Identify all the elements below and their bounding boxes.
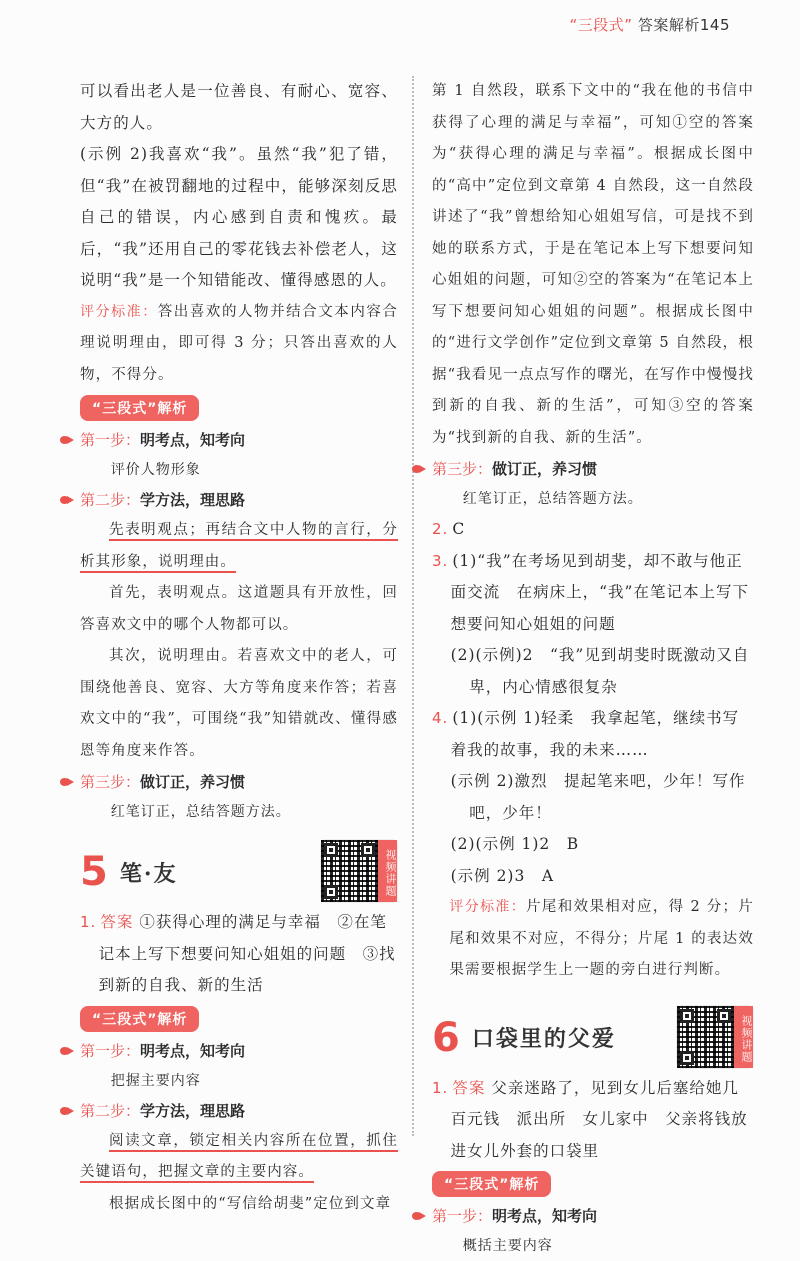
explanation-paragraph: 首先，表明观点。这道题具有开放性，回答喜欢文中的哪个人物都可以。: [80, 585, 398, 633]
pointer-icon: [412, 465, 426, 473]
method-text: 先表明观点；再结合文中人物的言行，分析其形象，说明理由。: [80, 522, 398, 570]
right-column: [432, 76, 754, 1261]
step-1: 第一步：明考点，知考向: [80, 1036, 398, 1066]
question-3-answer: 3. (1)“我”在考场见到胡斐，却不敢与他正面交流 在病床上，“我”在笔记本上写下想要问知心姐姐的问题: [432, 551, 749, 633]
step-1: 第一步：明考点，知考向: [432, 1201, 754, 1231]
header-title: 答案解析: [637, 16, 700, 34]
step-body: 把握主要内容: [110, 1072, 201, 1089]
qr-label: 视频讲题: [734, 1006, 753, 1068]
step-1: 第一步：明考点，知考向: [80, 425, 398, 455]
question-1-answer: 1. 答案 父亲迷路了，见到女儿后塞给她几百元钱 派出所 女儿家中 父亲将钱放进女儿外套的口袋里: [432, 1078, 748, 1160]
section-number: 5: [80, 849, 108, 895]
pointer-icon: [60, 436, 74, 444]
step-body: 红笔订正，总结答题方法。: [110, 804, 291, 820]
step-3: 第三步：做订正，养习惯: [432, 454, 754, 484]
page-header: [570, 14, 730, 35]
question-4-answer: 4. (1)(示例 1)轻柔 我拿起笔，继续书写着我的故事，我的未来……: [432, 709, 740, 759]
section-5-title: [80, 837, 398, 907]
grading-label: 评分标准：: [449, 899, 527, 915]
pointer-icon: [412, 1212, 426, 1220]
page-number: 145: [699, 16, 730, 34]
brand-label: “三段式”: [569, 16, 633, 34]
question-2-answer: 2. C: [432, 520, 466, 538]
answer-paragraph: 可以看出老人是一位善良、有耐心、宽容、大方的人。: [80, 82, 398, 132]
step-body: 评价人物形象: [110, 462, 201, 478]
pointer-icon: [60, 1047, 74, 1055]
video-qr-code[interactable]: [676, 1005, 754, 1069]
video-qr-code[interactable]: [320, 839, 398, 903]
method-text: 阅读文章，锁定相关内容所在位置，抓住关键语句，把握文章的主要内容。: [80, 1132, 398, 1180]
section-6-title: [432, 1003, 754, 1073]
explanation-paragraph: 其次，说明理由。若喜欢文中的老人，可围绕他善良、宽容、大方等角度来作答；若喜欢文中的“我”，可围绕“我”知错就改、懂得感恩等角度来作答。: [80, 648, 398, 759]
explanation-paragraph: 第 1 自然段，联系下文中的“我在他的书信中获得了心理的满足与幸福”，可知①空的答案为“获得心理的满足与幸福”。根据成长图中的“高中”定位到文章第 4 自然段，这一自然段讲述了“我”曾想给知心姐姐写信，可是找不到她的联系方式，于是在笔记本上写下想要问知心姐姐的问题，可知②空的答案为“在笔记本上写下想要问知心姐姐的问题”。根据成长图中的“进行文学创作”定位到文章第 5 自然段，根据“我看见一点点写作的曙光，在写作中慢慢找到新的自我、新的生活”，可知③空的答案为“找到新的自我、新的生活”。: [432, 83, 754, 446]
pointer-icon: [60, 496, 74, 504]
step-3: 第三步：做订正，养习惯: [80, 767, 398, 797]
grading-text: 答出喜欢的人物并结合文本内容合理说明理由，即可得 3 分；只答出喜欢的人物，不得分。: [80, 303, 399, 383]
analysis-badge: “三段式”解析: [80, 1006, 199, 1032]
grading-criteria: [432, 892, 754, 987]
section-name: 笔·友: [119, 860, 178, 887]
question-4-part-2: (2)(示例 1)2 B: [450, 835, 580, 853]
question-4-part-1b: (示例 2)激烈 提起笔来吧，少年！写作吧，少年！: [450, 772, 746, 822]
step-body: 红笔订正，总结答题方法。: [462, 491, 643, 507]
section-number: 6: [432, 1014, 460, 1061]
analysis-badge: “三段式”解析: [80, 395, 199, 421]
analysis-badge: “三段式”解析: [432, 1171, 551, 1197]
grading-label: 评分标准：: [80, 303, 158, 320]
pointer-icon: [60, 778, 74, 786]
step-2: 第二步：学方法，理思路: [80, 485, 398, 515]
answer-paragraph: (示例 2)我喜欢“我”。虽然“我”犯了错，但“我”在被罚翻地的过程中，能够深刻反思自己的错误，内心感到自责和愧疚。最后，“我”还用自己的零花钱去补偿老人，这说明“我”是一个知错能改、懂得感恩的人。: [80, 145, 398, 289]
step-2: 第二步：学方法，理思路: [80, 1096, 398, 1126]
qr-code-icon: [677, 1006, 734, 1068]
question-3-part-2: (2)(示例)2 “我”见到胡斐时既激动又自卑，内心情感很复杂: [450, 646, 750, 696]
grading-criteria: [80, 297, 398, 392]
question-4-part-2b: (示例 2)3 A: [450, 866, 555, 885]
grading-text: 片尾和效果相对应，得 2 分；片尾和效果不对应，不得分；片尾 1 的表达效果需要根据学生上一题的旁白进行判断。: [449, 899, 754, 978]
section-name: 口袋里的父爱: [471, 1026, 616, 1052]
column-divider: [412, 76, 414, 1136]
pointer-icon: [60, 1107, 74, 1115]
left-column: [80, 76, 398, 1220]
qr-code-icon: [321, 840, 378, 902]
explanation-paragraph: 根据成长图中的“写信给胡斐”定位到文章: [109, 1195, 392, 1212]
question-1-answer: 1. 答案 ①获得心理的满足与幸福 ②在笔记本上写下想要问知心姐姐的问题 ③找到新的自我、新的生活: [80, 913, 396, 994]
step-body: 概括主要内容: [462, 1238, 553, 1254]
qr-label: 视频讲题: [378, 840, 397, 902]
